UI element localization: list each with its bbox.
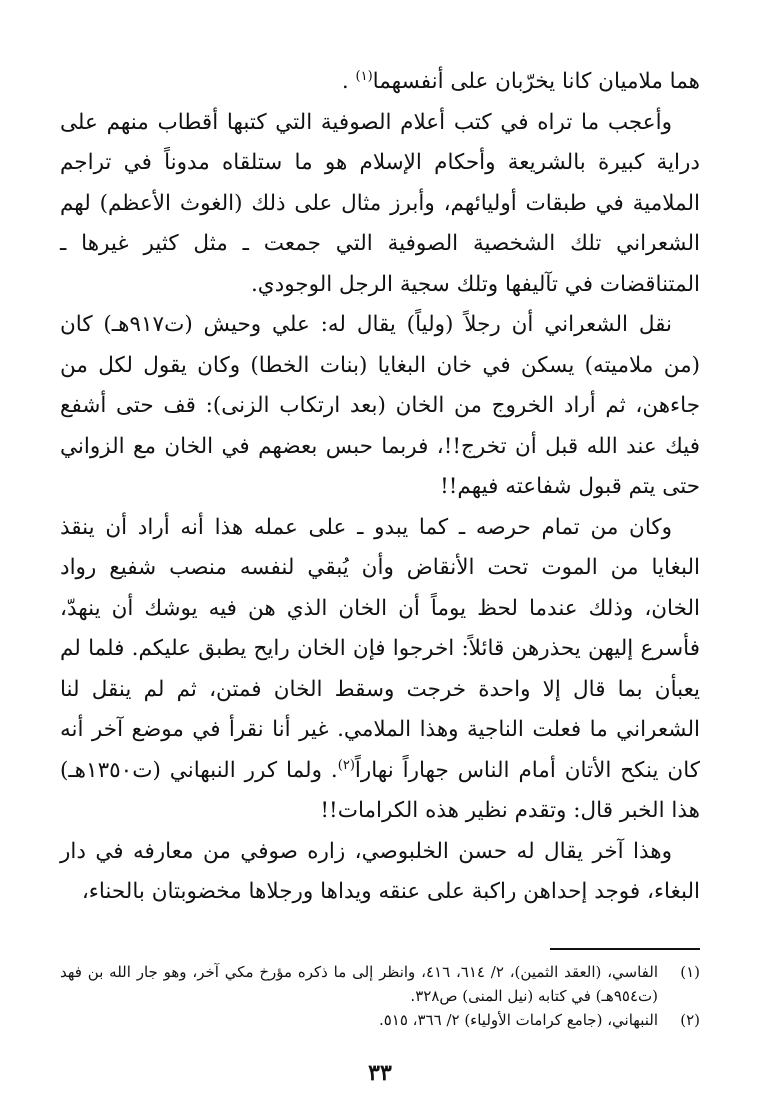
footnote-1-number: (١)	[680, 963, 700, 981]
footnote-2-text: النبهاني، (جامع كرامات الأولياء) ٢/ ٣٦٦، ٥١٥.	[378, 1011, 658, 1029]
paragraph-5	[60, 832, 700, 913]
footnote-2	[60, 1008, 700, 1032]
footnote-separator	[550, 948, 700, 950]
paragraph-2-text: وأعجب ما تراه في كتب أعلام الصوفية التي كتبها أقطاب منهم على دراية كبيرة بالشريعة وأحكام الإسلام هو ما ستلقاه مدوناً في تراجم الملامية في طبقات أوليائهم، وأبرز مثال على ذلك (الغوث الأعظم) لهم الشعراني تلك الشخصية الصوفية التي جمعت ـ مثل كثير غيرها ـ المتناقضات في تآليفها وتلك سجية الرجل الوجودي.	[60, 109, 700, 297]
paragraph-1	[60, 62, 700, 103]
paragraph-2	[60, 103, 700, 306]
footnote-1-text: الفاسي، (العقد الثمين)، ٢/ ٦١٤، ٤١٦، وانظر إلى ما ذكره مؤرخ مكي آخر، وهو جار الله بن فهد (ت٩٥٤هـ) في كتابه (نيل المنى) ص٣٢٨.	[60, 963, 658, 1005]
paragraph-5-text: وهذا آخر يقال له حسن الخلبوصي، زاره صوفي من معارفه في دار البغاء، فوجد إحداهن راكبة على عنقه ويداها ورجلاها مخضوبتان بالحناء،	[60, 838, 700, 904]
paragraph-1-end: .	[341, 69, 356, 94]
footnote-ref-2[interactable]: (٢)	[337, 757, 355, 773]
footnote-ref-1[interactable]: (١)	[355, 68, 373, 84]
paragraph-3-text: نقل الشعراني أن رجلاً (ولياً) يقال له: علي وحيش (ت٩١٧هـ) كان (من ملاميته) يسكن في خان البغايا (بنات الخطا) وكان يقول لكل من جاءهن، ثم أراد الخروج من الخان (بعد ارتكاب الزنى): قف حتى أشفع فيك عند الله قبل أن تخرج!!، فربما حبس بعضهم في الخان مع الزواني حتى يتم قبول شفاعته فيهم!!	[60, 312, 700, 499]
paragraph-4-text-after: . ولما كرر النبهاني (ت١٣٥٠هـ) هذا الخبر قال: وتقدم نظير هذه الكرامات!!	[60, 757, 700, 823]
page-number: ٣٣	[368, 1060, 392, 1086]
footnotes	[60, 960, 700, 1032]
paragraph-4	[60, 508, 700, 832]
paragraph-3	[60, 305, 700, 508]
page-body	[60, 62, 700, 913]
paragraph-4-text-before: وكان من تمام حرصه ـ كما يبدو ـ على عمله هذا أنه أراد أن ينقذ البغايا من الموت تحت الأنقاض وأن يُبقي لنفسه منصب شفيع رواد الخان، وذلك عندما لحظ يوماً أن الخان الذي هن فيه يوشك أن ينهدّ، فأسرع إليهن يحذرهن قائلاً: اخرجوا فإن الخان رايح يطبق عليكم. فلما لم يعبأن بما قال إلا واحدة خرجت وسقط الخان فمتن، ثم لم ينقل لنا الشعراني ما فعلت الناجية وهذا الملامي. غير أنا نقرأ في موضع آخر أنه كان ينكح الأتان أمام الناس جهاراً نهاراً	[60, 514, 700, 783]
paragraph-1-text: هما ملاميان كانا يخرّبان على أنفسهما	[372, 69, 700, 94]
main-text	[60, 62, 700, 913]
footnote-2-number: (٢)	[680, 1011, 700, 1029]
footnote-1	[60, 960, 700, 1008]
